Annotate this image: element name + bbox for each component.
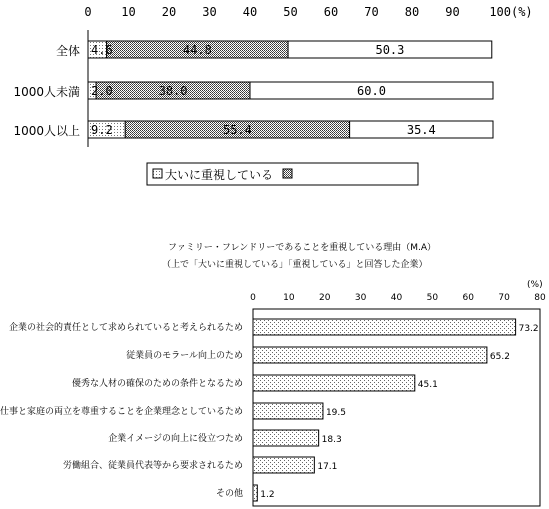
data-label: 60.0 xyxy=(357,84,386,98)
x-tick-label: 0 xyxy=(84,5,92,19)
unit-label: (%) xyxy=(527,280,543,290)
category-label: 1000人未満 xyxy=(13,85,80,99)
data-label: 50.3 xyxy=(375,43,405,57)
x-tick-label: 80 xyxy=(404,5,420,19)
x-tick-label: 50 xyxy=(283,5,298,19)
category-label: 優秀な人材の確保のための条件となるため xyxy=(71,379,243,389)
category-labels xyxy=(0,321,243,499)
bars xyxy=(253,319,516,501)
category-labels xyxy=(13,43,80,138)
x-tick-label: 10 xyxy=(283,293,295,303)
chart-title-line-1: ファミリー・フレンドリーであることを重視している理由（M.A） xyxy=(168,243,437,253)
reasons-bar-chart xyxy=(0,241,546,506)
bar xyxy=(253,485,257,501)
data-label: 19.5 xyxy=(325,408,347,418)
data-label: 18.3 xyxy=(321,435,342,445)
x-axis-ticks xyxy=(84,5,532,19)
bar xyxy=(253,457,314,473)
x-tick-label: 0 xyxy=(250,293,256,303)
data-label: 4.6 xyxy=(91,43,113,57)
x-tick-label: 40 xyxy=(242,5,258,19)
legend-swatch-dense xyxy=(283,169,292,178)
legend-swatch-light xyxy=(153,169,162,178)
category-label: 1000人以上 xyxy=(13,124,80,138)
data-label: 55.4 xyxy=(222,123,252,137)
category-label: 全体 xyxy=(55,44,80,58)
x-tick-label: 60 xyxy=(462,293,474,303)
x-tick-label: 100(%) xyxy=(489,5,533,19)
bar xyxy=(253,319,516,335)
data-label: 35.4 xyxy=(406,123,436,137)
bar xyxy=(253,403,323,419)
bar xyxy=(253,347,487,363)
legend-label-light: 大いに重視している xyxy=(165,168,274,182)
x-tick-label: 30 xyxy=(354,293,367,303)
category-label: 従業員のモラール向上のため xyxy=(126,351,243,361)
category-label: 企業の社会的責任として求められていると考えられるため xyxy=(8,323,243,333)
stacked-bar-chart xyxy=(13,5,532,185)
x-tick-label: 70 xyxy=(498,293,510,303)
x-axis-ticks xyxy=(250,293,546,303)
chart-title-line-2: （上で「大いに重視している」「重視している」と回答した企業） xyxy=(162,260,428,270)
category-label: 仕事と家庭の両立を尊重することを企業理念としているため xyxy=(0,407,243,417)
x-tick-label: 80 xyxy=(534,293,546,303)
x-tick-label: 40 xyxy=(390,293,403,303)
x-tick-label: 20 xyxy=(319,293,331,303)
category-label: 労働組合、従業員代表等から要求されるため xyxy=(62,461,243,471)
x-tick-label: 50 xyxy=(426,293,439,303)
data-label: 44.8 xyxy=(182,43,212,57)
x-tick-label: 10 xyxy=(121,5,136,19)
x-tick-label: 30 xyxy=(202,5,217,19)
bar xyxy=(253,430,319,446)
data-label: 1.2 xyxy=(260,490,275,500)
data-label: 2.0 xyxy=(91,84,113,98)
category-label: 企業イメージの向上に役立つため xyxy=(108,434,243,444)
x-tick-label: 60 xyxy=(323,5,339,19)
data-label: 9.2 xyxy=(91,123,113,137)
x-tick-label: 20 xyxy=(161,5,177,19)
x-tick-label: 70 xyxy=(364,5,379,19)
bar xyxy=(253,375,415,391)
data-label: 17.1 xyxy=(317,462,338,472)
data-label: 73.2 xyxy=(518,324,539,334)
data-label: 45.1 xyxy=(417,380,438,390)
legend xyxy=(147,163,418,185)
data-label: 65.2 xyxy=(489,352,510,362)
category-label: その他 xyxy=(215,489,243,499)
data-label: 38.0 xyxy=(158,84,188,98)
x-tick-label: 90 xyxy=(445,5,460,19)
